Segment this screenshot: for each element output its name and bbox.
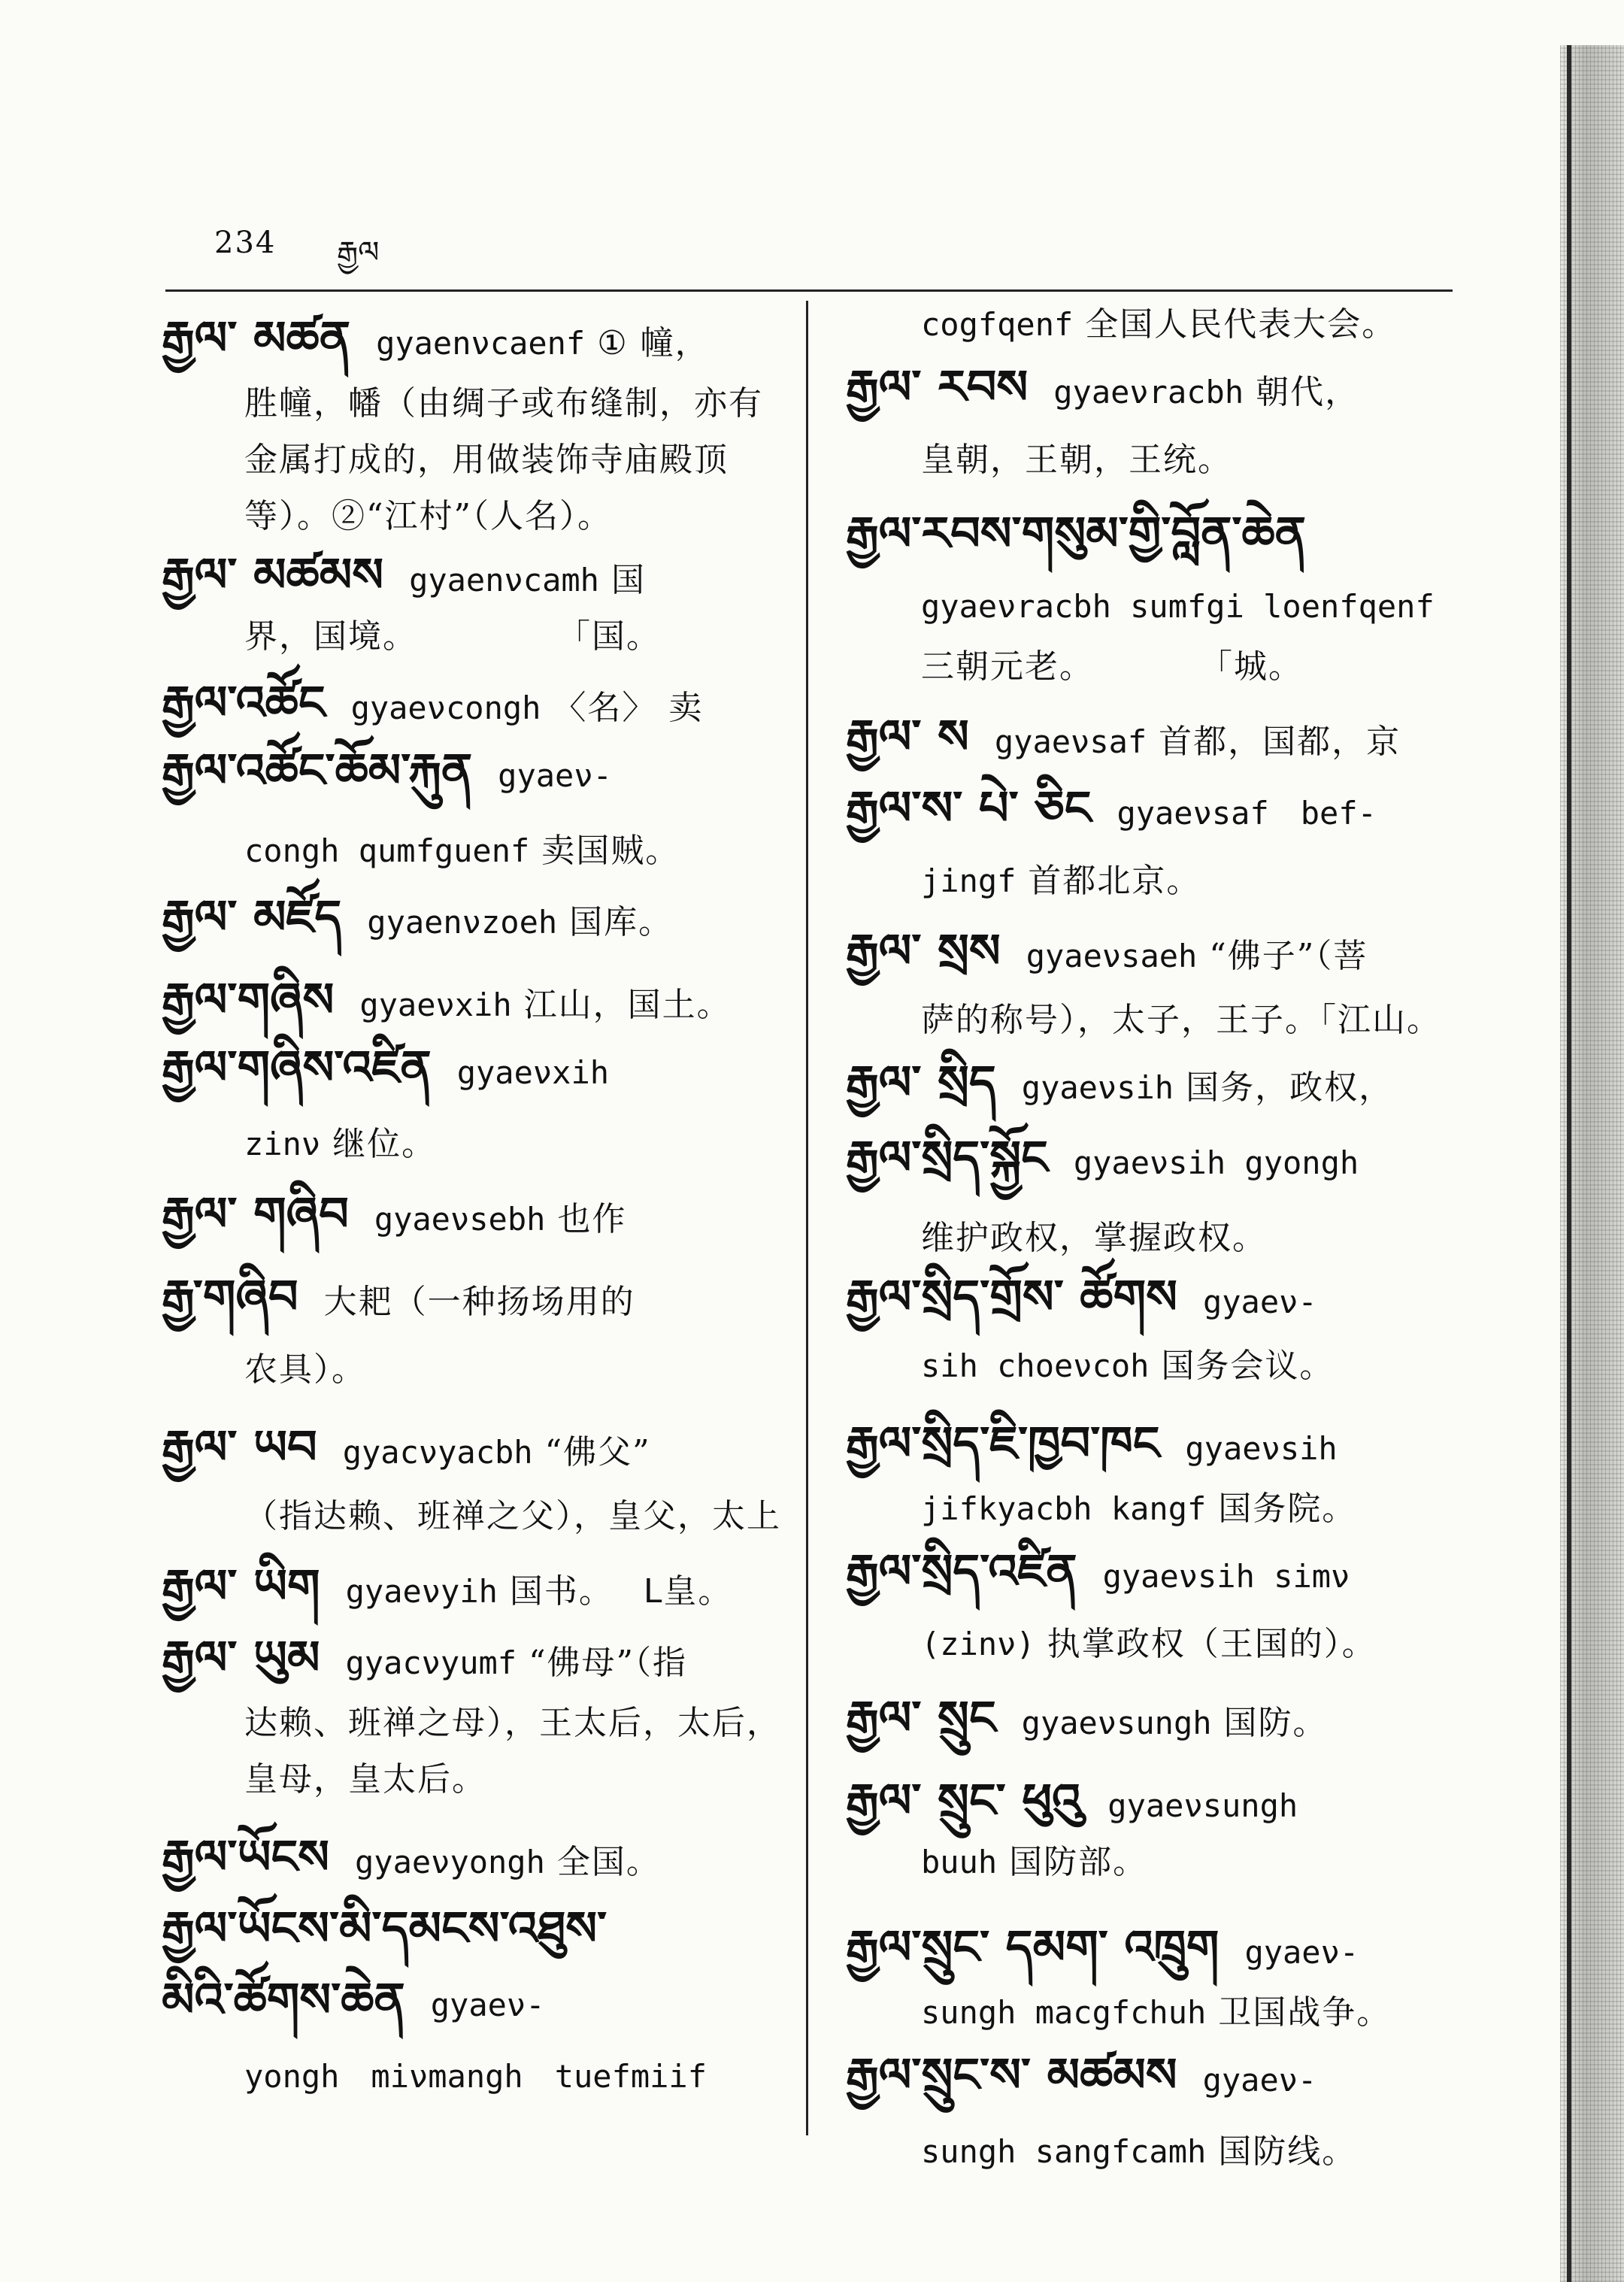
tibetan-headword: རྒྱལ་སྲིད་སྐྱོང — [846, 1130, 1048, 1185]
entry-line — [162, 1420, 651, 1475]
entry-line — [162, 1630, 688, 1686]
tibetan-headword: རྒྱལ་འཚོང་ཆོམ་རྐུན — [162, 743, 473, 798]
chinese-gloss: （指达赖、班禅之父），皇父，太上 — [244, 1497, 781, 1535]
tibetan-headword: རྒྱལ་ མཚམས — [162, 547, 384, 602]
entry-line — [244, 613, 661, 659]
entry-line — [846, 1416, 1338, 1471]
romanization: gyaeνracbh sumfgi loenfqenf — [921, 588, 1435, 625]
tibetan-headword: རྒྱལ་སྲུང་ས་ མཚམས — [846, 2047, 1177, 2102]
romanization: sungh sangfcamh — [921, 2133, 1207, 2170]
chinese-gloss: 等）。②“江村”（人名）。 — [244, 497, 612, 535]
tibetan-headword: རྒྱ་གཞིབ — [162, 1269, 298, 1324]
column-divider — [806, 301, 808, 2135]
chinese-gloss: 执掌政权（王国的）。 — [1035, 1625, 1377, 1663]
entry-line — [846, 1055, 1394, 1111]
entry-line — [162, 1901, 632, 1956]
tibetan-headword: རྒྱལ་ ཡབ — [162, 1420, 317, 1474]
page-binding-edge — [1567, 45, 1571, 2282]
romanization: sih choeνcoh — [921, 1347, 1150, 1384]
entry-line — [846, 1690, 1328, 1746]
entry-line — [921, 1838, 1147, 1885]
chinese-gloss: 国务会议。 — [1149, 1347, 1335, 1385]
tibetan-headword: མིའི་ཚོགས་ཆེན — [162, 1972, 405, 2027]
entry-line — [244, 380, 763, 426]
chinese-gloss: 界，国境。 「国。 — [244, 617, 661, 656]
romanization: gyaeνyongh — [355, 1844, 545, 1880]
entry-line — [846, 709, 1401, 765]
entry-line — [162, 1040, 610, 1096]
tibetan-headword: རྒྱལ་ སྲས — [846, 923, 1001, 978]
entry-line — [921, 301, 1396, 347]
romanization: gyaeν- — [430, 1987, 545, 2023]
romanization: gyaeν- — [498, 757, 612, 794]
entry-line — [921, 436, 1232, 483]
entry-line — [921, 643, 1303, 689]
entry-line — [162, 889, 674, 945]
romanization: gyaeνsungh — [1107, 1787, 1298, 1824]
romanization: gyaeνsaeh — [1026, 938, 1198, 974]
romanization: gyaeνyih — [345, 1573, 498, 1610]
chinese-gloss: 首都北京。 — [1016, 862, 1201, 900]
entry-line — [244, 2053, 707, 2099]
entry-line — [244, 1346, 366, 1393]
romanization: gyacνyumf — [345, 1644, 517, 1681]
chinese-gloss: 江山，国土。 — [511, 986, 732, 1024]
entry-line — [162, 1269, 635, 1325]
romanization: gyaeνsebh — [374, 1201, 546, 1238]
chinese-gloss: 卖国贼。 — [529, 832, 680, 870]
chinese-gloss: 达赖、班禅之母），王太后，太后， — [244, 1704, 781, 1742]
tibetan-headword: རྒྱལ་གཞིས — [162, 972, 335, 1027]
entry-line — [162, 743, 612, 799]
romanization: gyaeνsih simν — [1102, 1558, 1350, 1595]
chinese-gloss: “佛母”（指 — [517, 1644, 688, 1682]
romanization: gyaeνsungh — [1021, 1705, 1212, 1741]
chinese-gloss: 国防。 — [1211, 1704, 1328, 1742]
header-rule — [165, 289, 1453, 292]
romanization: gyaenνcamh — [409, 562, 599, 599]
entry-line — [921, 996, 1441, 1043]
chinese-gloss: 皇朝，王朝，王统。 — [921, 441, 1232, 479]
chinese-gloss: 维护政权，掌握政权。 — [921, 1219, 1267, 1257]
entry-line — [846, 2047, 1317, 2103]
entry-line — [921, 1989, 1391, 2035]
romanization: gyaeνsih — [1021, 1069, 1174, 1106]
entry-line — [162, 675, 704, 731]
entry-line — [846, 923, 1368, 979]
romanization: gyaenνcaenf — [376, 325, 586, 362]
entry-line — [846, 1544, 1350, 1599]
entry-line — [162, 1829, 661, 1885]
entry-line — [846, 1269, 1317, 1325]
entry-line — [921, 2128, 1356, 2174]
entry-line — [921, 583, 1435, 629]
tibetan-headword: རྒྱལ་སྲིད་འཛིན — [846, 1544, 1077, 1599]
tibetan-headword: རྒྱལ་སྲིད་གྲོས་ ཚོགས — [846, 1269, 1177, 1324]
tibetan-headword: རྒྱལ་ ཡིག — [162, 1559, 320, 1614]
entry-line — [921, 1214, 1267, 1261]
entry-line — [921, 1485, 1356, 1532]
tibetan-headword: རྒྱལ་ ས — [846, 709, 969, 764]
tibetan-headword: རྒྱལ་སྲིད་ཇི་ཁྱབ་ཁང — [846, 1416, 1160, 1471]
tibetan-headword: རྒྱལ་སྲུང་ དམག་ འཁྲུག — [846, 1920, 1220, 1974]
romanization: gyaeνsih — [1185, 1430, 1338, 1467]
entry-line — [921, 1620, 1377, 1667]
romanization: congh qumfguenf — [244, 832, 530, 869]
entry-line — [244, 492, 612, 539]
running-head: རྒྱལ — [337, 235, 380, 270]
romanization: sungh macgfchuh — [921, 1994, 1207, 2031]
romanization: gyaeν- — [1202, 1283, 1317, 1320]
chinese-gloss: 全国人民代表大会。 — [1073, 305, 1397, 344]
tibetan-headword: རྒྱལ་ མཚན — [162, 311, 351, 365]
chinese-gloss: “佛子”（菩 — [1197, 937, 1368, 975]
entry-line — [162, 311, 710, 366]
romanization: gyaeνracbh — [1053, 374, 1244, 411]
entry-line — [244, 1493, 781, 1539]
romanization: gyaeνxih — [456, 1054, 610, 1091]
entry-line — [846, 359, 1360, 415]
tibetan-headword: རྒྱལ་ མཛོད — [162, 889, 342, 944]
entry-line — [846, 780, 1377, 836]
romanization: gyacνyacbh — [342, 1434, 533, 1471]
chinese-gloss: 皇母，皇太后。 — [244, 1760, 486, 1799]
entry-line — [244, 1756, 486, 1802]
entry-line — [244, 827, 680, 874]
chinese-gloss: 国 — [598, 561, 646, 599]
entry-line — [846, 506, 1332, 561]
tibetan-headword: རྒྱལ་ སྲིད — [846, 1055, 996, 1110]
chinese-gloss: 萨的称号），太子，王子。「江山。 — [921, 1001, 1441, 1039]
chinese-gloss: ① 幢， — [585, 324, 710, 362]
chinese-gloss: 国防部。 — [997, 1843, 1148, 1881]
romanization: zinν — [244, 1126, 321, 1162]
romanization: gyaeνcongh — [350, 689, 541, 726]
entry-line — [162, 547, 646, 603]
tibetan-headword: རྒྱལ་ ཡུམ — [162, 1630, 320, 1685]
chinese-gloss: 农具）。 — [244, 1350, 366, 1389]
romanization: (zinν) — [921, 1626, 1035, 1662]
chinese-gloss: 国书。 ᒪ皇。 — [497, 1572, 733, 1611]
entry-line — [846, 1130, 1359, 1186]
romanization: yongh miνmangh tuefmiif — [244, 2058, 707, 2095]
tibetan-headword: རྒྱལ་ སྲུང — [846, 1690, 996, 1745]
chinese-gloss: 三朝元老。 「城。 — [921, 647, 1303, 686]
romanization: gyaeνsih gyongh — [1073, 1144, 1359, 1181]
entry-line — [244, 1699, 781, 1746]
chinese-gloss: 首都，国都，京 — [1147, 723, 1401, 761]
romanization: gyaeν- — [1244, 1934, 1359, 1971]
romanization: jifkyacbh kangf — [921, 1490, 1207, 1527]
entry-line — [244, 436, 729, 483]
entry-line — [162, 1972, 545, 2028]
entry-line — [846, 1920, 1359, 1975]
chinese-gloss: 国防线。 — [1206, 2132, 1357, 2171]
tibetan-headword: རྒྱལ་ཡོངས — [162, 1829, 330, 1884]
chinese-gloss: 朝代， — [1244, 373, 1360, 411]
chinese-gloss: “佛父” — [532, 1433, 651, 1471]
tibetan-headword: རྒྱལ་ སྲུང་ ཕུའུ — [846, 1773, 1083, 1828]
romanization: cogfqenf — [921, 306, 1074, 343]
romanization: gyaeνsaf bef- — [1116, 795, 1377, 832]
chinese-gloss: 卫国战争。 — [1206, 1993, 1392, 2032]
tibetan-headword: རྒྱལ་གཞིས་འཛིན — [162, 1040, 432, 1095]
tibetan-headword: རྒྱལ་རབས་གསུམ་གྱི་བློན་ཆེན — [846, 506, 1307, 561]
chinese-gloss: 也作 — [545, 1200, 627, 1238]
tibetan-headword: རྒྱལ་ས་ པེ་ ཅིང — [846, 780, 1092, 835]
page-number: 234 — [214, 226, 277, 260]
chinese-gloss: 全国。 — [544, 1843, 661, 1881]
chinese-gloss: 金属打成的，用做装饰寺庙殿顶 — [244, 441, 729, 479]
tibetan-headword: རྒྱལ་ཡོངས་མི་དམངས་འཐུས་ — [162, 1901, 607, 1956]
romanization: gyaeνsaf — [994, 723, 1147, 760]
chinese-gloss: 〈名〉 卖 — [541, 689, 704, 727]
romanization: gyaenνzoeh — [367, 904, 558, 941]
chinese-gloss: 国务，政权， — [1174, 1068, 1394, 1107]
romanization: buuh — [921, 1844, 998, 1880]
tibetan-headword: རྒྱལ་ གཞིབ — [162, 1186, 349, 1241]
romanization: gyaeνxih — [359, 986, 512, 1023]
romanization: jingf — [921, 862, 1017, 899]
tibetan-headword: རྒྱལ་ རབས — [846, 359, 1029, 414]
entry-line — [846, 1773, 1298, 1829]
entry-line — [162, 1186, 627, 1242]
entry-line — [162, 972, 732, 1028]
chinese-gloss: 国库。 — [557, 903, 674, 941]
romanization: gyaeν- — [1202, 2062, 1317, 2099]
chinese-gloss: 国务院。 — [1206, 1490, 1357, 1528]
entry-line — [921, 857, 1201, 904]
chinese-gloss: 胜幢，幡（由绸子或布缝制，亦有 — [244, 384, 763, 423]
entry-line — [244, 1120, 436, 1167]
entry-line — [162, 1559, 733, 1614]
tibetan-headword: རྒྱལ་འཚོང — [162, 675, 326, 730]
entry-line — [921, 1342, 1334, 1389]
chinese-gloss: 继位。 — [320, 1125, 437, 1163]
chinese-gloss: 大耙（一种扬场用的 — [323, 1283, 635, 1321]
